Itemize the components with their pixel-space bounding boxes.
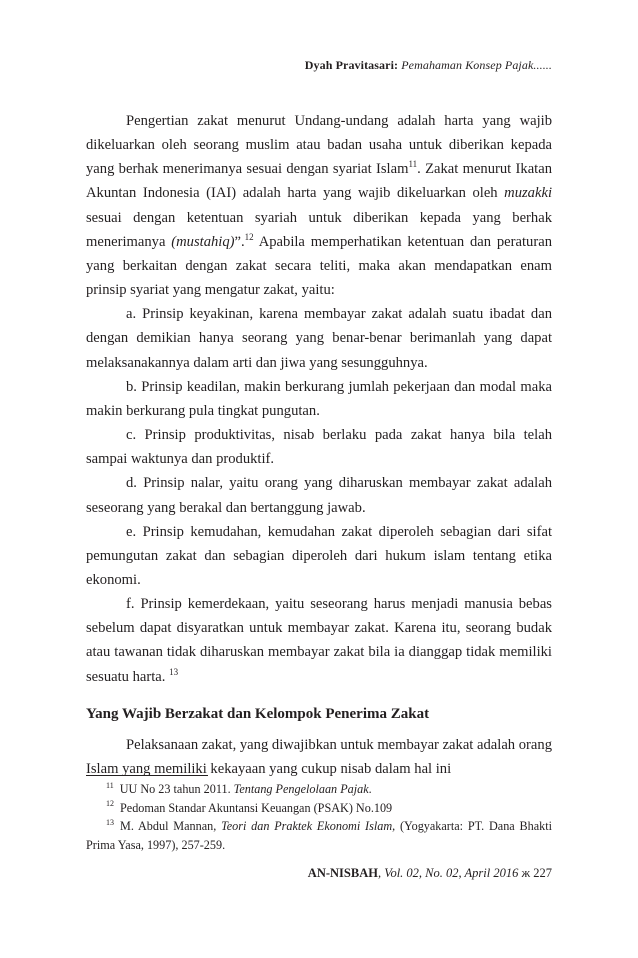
text-run: f. Prinsip kemerdekaan, yaitu seseorang harus menjadi manusia bebas sebelum dapat disyaratkan untuk membayar zakat. Karena itu, seorang budak atau tawanan tidak diharuskan membayar zakat bila ia dianggap tidak memiliki sesuatu harta. <box>86 596 552 685</box>
principle-f <box>86 592 552 689</box>
footnote-ref-11[interactable]: 11 <box>408 159 418 170</box>
footnote-title: Teori dan Praktek Ekonomi Islam, <box>221 819 396 833</box>
footnote-ref-13[interactable]: 13 <box>169 666 179 677</box>
running-head-author: Dyah Pravitasari: <box>304 58 399 72</box>
principle-c: c. Prinsip produktivitas, nisab berlaku pada zakat hanya bila telah sampai waktunya dan produktif. <box>86 427 552 468</box>
text-run: sesuai dengan ketentuan syariah untuk diberikan kepada yang berhak menerimanya <box>86 209 552 250</box>
footnotes <box>86 780 552 854</box>
section-heading: Yang Wajib Berzakat dan Kelompok Penerima Zakat <box>86 705 430 722</box>
footnote-text: UU No 23 tahun 2011. <box>119 782 234 796</box>
text-run: ”. <box>234 233 245 250</box>
paragraph-zakat-definition <box>86 109 552 302</box>
footnote-text: (Yogyakarta: PT. Dana Bhakti Prima Yasa, 1997), 257-259. <box>86 819 553 852</box>
footnote-text: M. Abdul Mannan, <box>120 819 222 833</box>
footnote-title: Tentang Pengelolaan Pajak <box>233 782 369 796</box>
footnote-divider <box>86 775 208 776</box>
running-head <box>305 58 552 73</box>
footnote-number: 13 <box>106 817 114 827</box>
footnote-number: 12 <box>106 799 114 809</box>
principle-a: a. Prinsip keyakinan, karena membayar zakat adalah suatu ibadat dan dengan demikian hanya seorang yang benar-benar berimanlah yang dapat melaksanakannya dalam arti dan jiwa yang sesungguhnya. <box>86 306 552 371</box>
footnote-13 <box>86 817 552 854</box>
text-run: Pengertian zakat menurut Undang-undang adalah harta yang wajib dikeluarkan oleh seorang muslim atau badan usaha untuk diberikan kepada yang berhak menerimanya sesuai dengan syariat Islam <box>86 113 552 178</box>
footnote-number: 11 <box>106 780 114 790</box>
footnote-11 <box>86 780 552 799</box>
text-run: . Zakat menurut Ikatan Akuntan Indonesia (IAI) adalah harta yang wajib dikeluarkan oleh <box>86 161 552 202</box>
principle-b: b. Prinsip keadilan, makin berkurang jumlah pekerjaan dan modal maka makin berkurang pula tingkat pungutan. <box>86 378 552 419</box>
footnote-12 <box>86 799 552 818</box>
main-text <box>86 109 552 781</box>
text-run: Apabila memperhatikan ketentuan dan peraturan yang berkaitan dengan zakat secara teliti, maka akan mendapatkan enam prinsip syariat yang mengatur zakat, yaitu: <box>86 233 552 299</box>
footnote-text: Pedoman Standar Akuntansi Keuangan (PSAK) No.109 <box>120 800 393 815</box>
footnote-ref-12[interactable]: 12 <box>244 231 254 242</box>
paragraph-wajib-zakat: Pelaksanaan zakat, yang diwajibkan untuk membayar zakat adalah orang Islam yang memiliki kekayaan yang cukup nisab dalam hal ini <box>86 736 552 778</box>
journal-name: AN-NISBAH <box>307 866 378 880</box>
footnote-text: . <box>368 782 372 796</box>
page-number: 227 <box>533 866 552 880</box>
running-head-title: Pemahaman Konsep Pajak...... <box>401 58 552 72</box>
principle-d: d. Prinsip nalar, yaitu orang yang diharuskan membayar zakat adalah seseorang yang berakal dan bertanggung jawab. <box>86 475 552 516</box>
term-mustahiq: (mustahiq) <box>171 233 235 250</box>
running-foot <box>308 866 552 881</box>
footer-separator: ж <box>518 866 534 880</box>
term-muzakki: muzakki <box>504 185 552 202</box>
principle-e: e. Prinsip kemudahan, kemudahan zakat diperoleh sebagian dari sifat pemungutan zakat dan sebagian diperoleh dari hukum islam tentang etika ekonomi. <box>86 523 552 588</box>
journal-volume: , Vol. 02, No. 02, April 2016 <box>377 866 519 880</box>
